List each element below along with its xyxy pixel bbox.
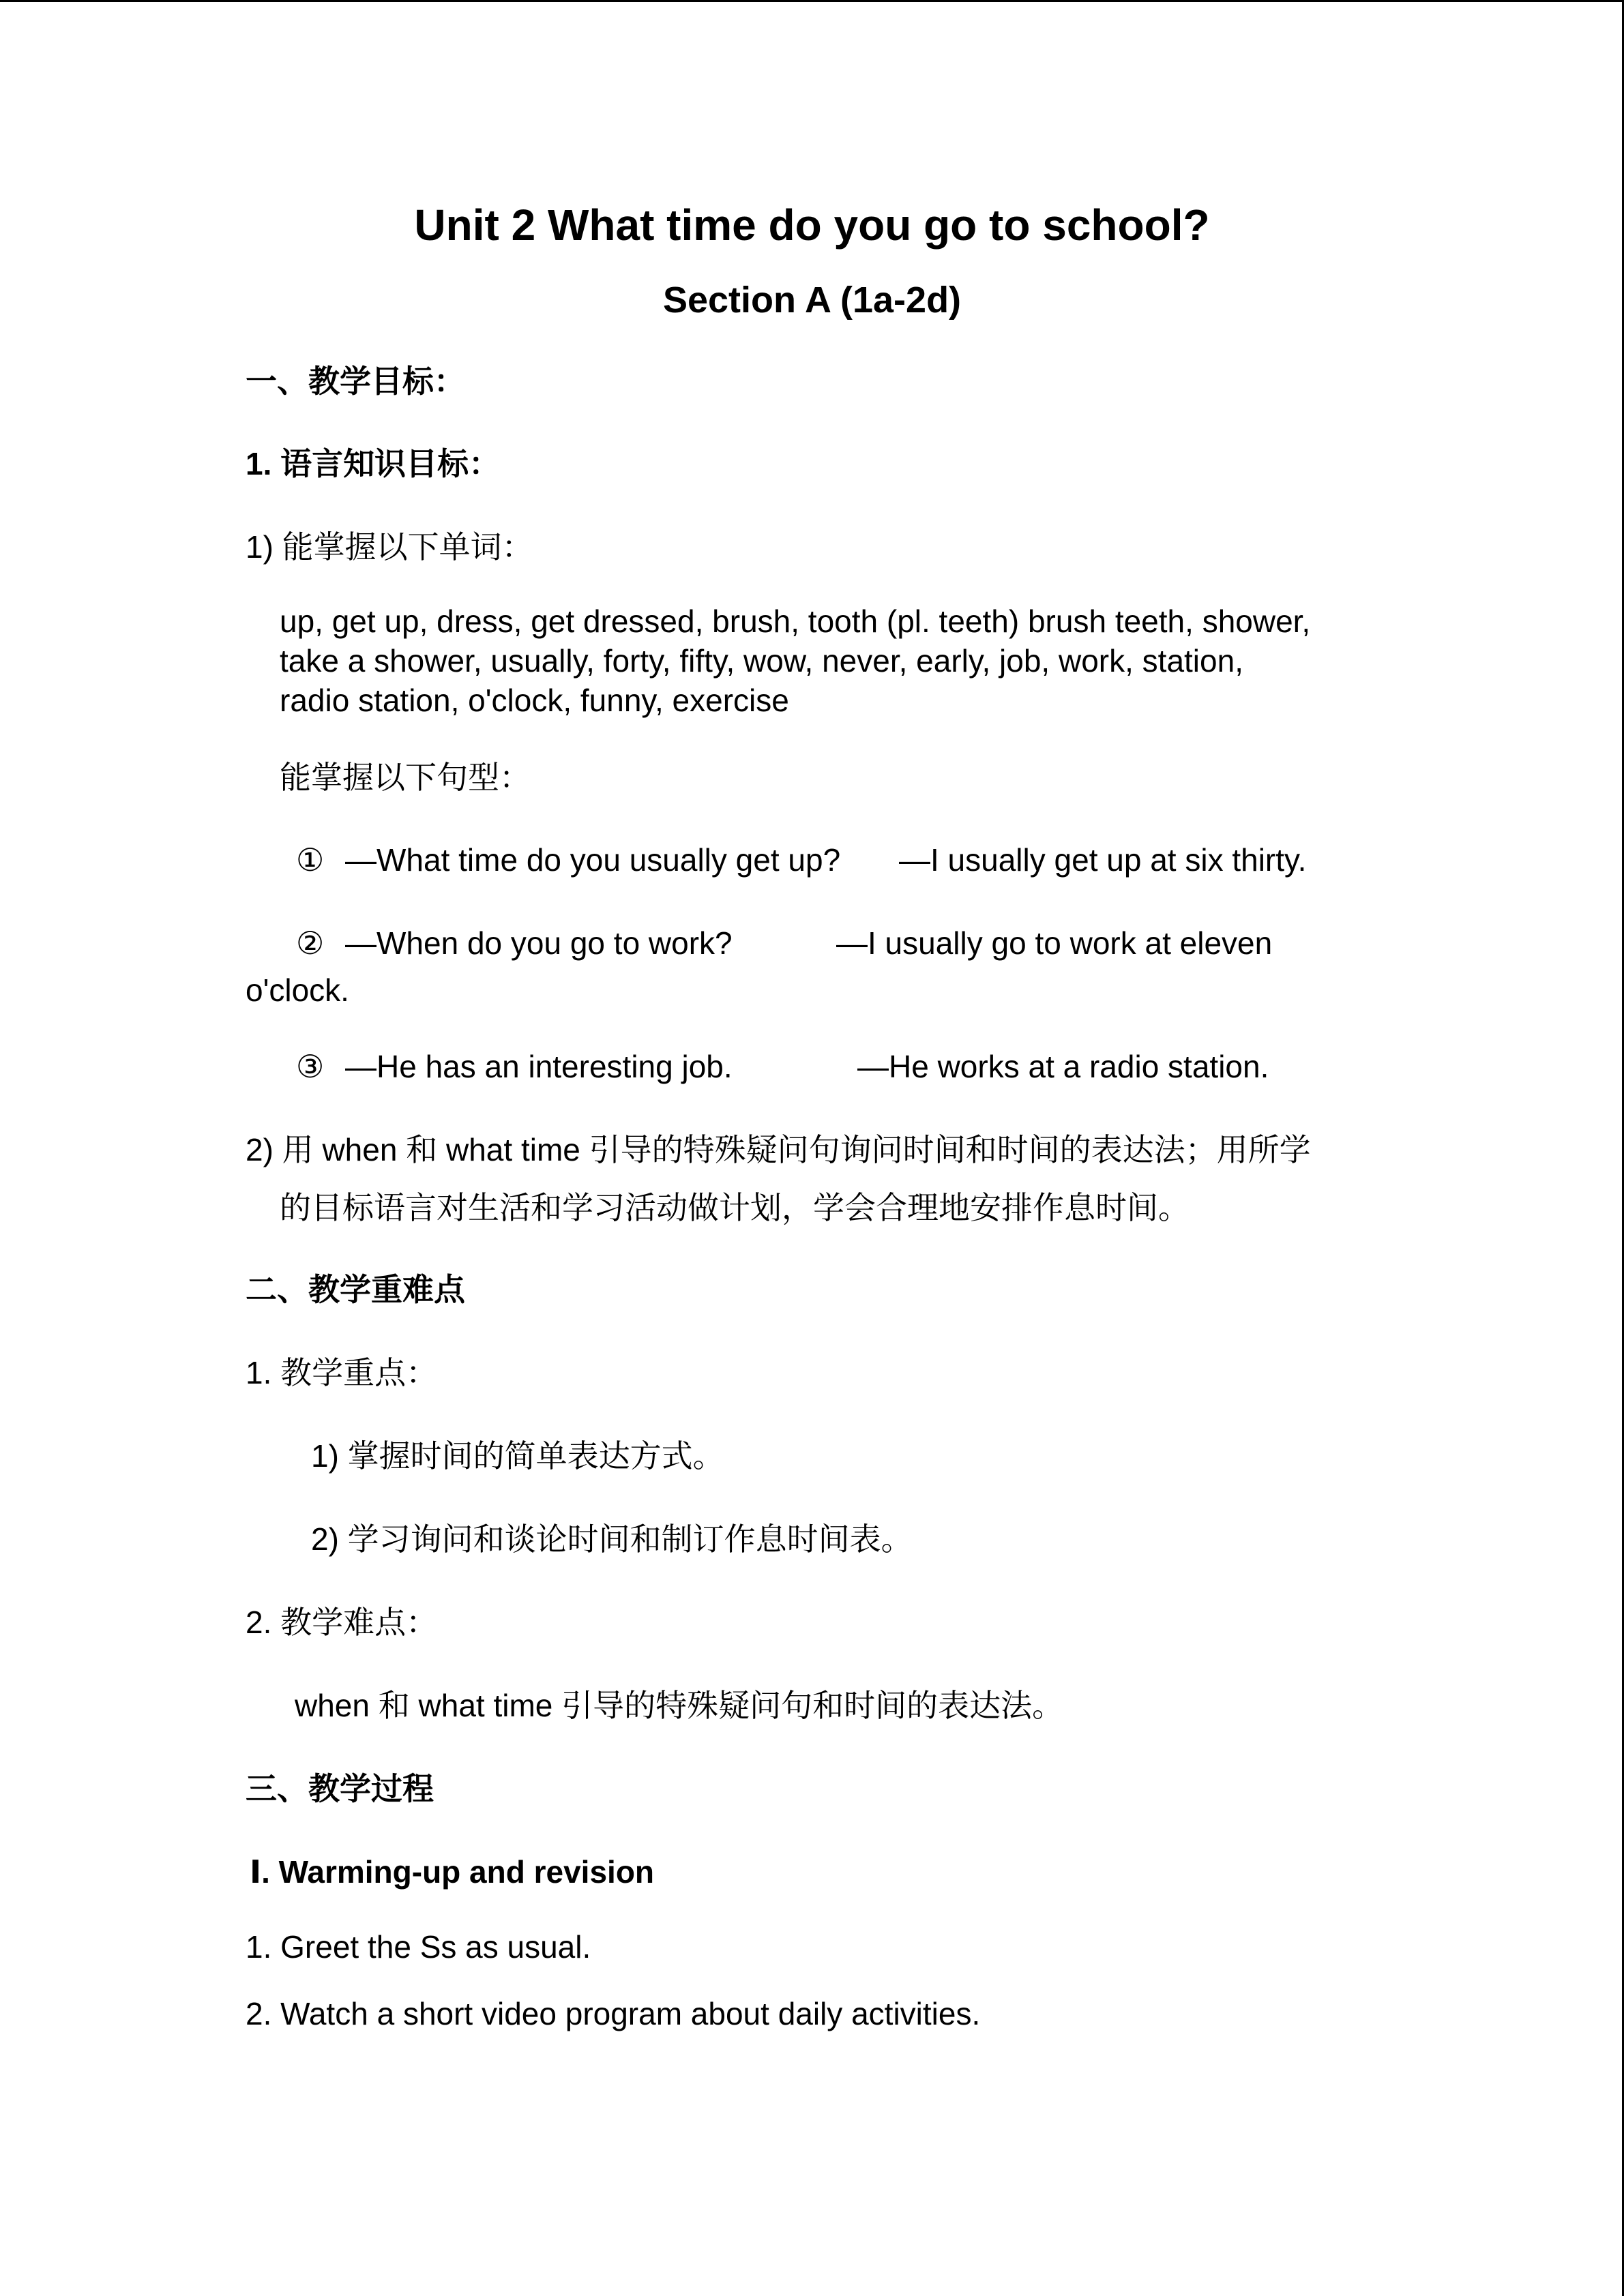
difficult-point-text: when 和 what time 引导的特殊疑问句和时间的表达法。 <box>295 1688 1064 1723</box>
pattern-answer: —He works at a radio station. <box>857 1049 1269 1084</box>
document-title: Unit 2 What time do you go to school? <box>414 200 1210 250</box>
pattern-answer: —I usually go to work at eleven <box>836 925 1273 961</box>
difficult-points-heading: 2. 教学难点： <box>246 1605 438 1640</box>
pattern-question: —What time do you usually get up? <box>345 842 841 878</box>
pattern-answer-continuation: o'clock. <box>246 972 349 1008</box>
pattern-question: —He has an interesting job. <box>345 1049 733 1084</box>
pattern-question: —When do you go to work? <box>345 925 733 961</box>
page-top-border <box>0 0 1624 2</box>
vocab-intro: 1) 能掌握以下单词： <box>246 529 533 565</box>
subheading-language-goals: 1. 语言知识目标： <box>246 446 501 481</box>
patterns-intro: 能掌握以下句型： <box>280 760 531 795</box>
pattern-answer: —I usually get up at six thirty. <box>899 842 1307 878</box>
vocab-line: up, get up, dress, get dressed, brush, tooth (pl. teeth) brush teeth, shower, <box>280 603 1311 639</box>
pattern-marker: ② <box>296 925 325 961</box>
document-subtitle: Section A (1a-2d) <box>662 280 962 320</box>
pattern-marker: ③ <box>296 1049 325 1084</box>
step-item: 2. Watch a short video program about daily activities. <box>246 1996 981 2031</box>
key-point-item: 2) 学习询问和谈论时间和制订作息时间表。 <box>311 1521 913 1557</box>
key-points-heading: 1. 教学重点： <box>246 1355 438 1390</box>
goal2-line: 的目标语言对生活和学习活动做计划，学会合理地安排作息时间。 <box>280 1190 1190 1225</box>
vocab-line: radio station, o'clock, funny, exercise <box>280 683 789 718</box>
vocab-line: take a shower, usually, forty, fifty, wow, never, early, job, work, station, <box>280 643 1243 679</box>
pattern-item <box>296 1047 733 1086</box>
step-item: 1. Greet the Ss as usual. <box>246 1929 591 1965</box>
pattern-item <box>296 840 840 880</box>
pattern-marker: ① <box>296 842 325 878</box>
section-heading-key-difficult: 二、教学重难点 <box>246 1272 465 1307</box>
key-point-item: 1) 掌握时间的简单表达方式。 <box>311 1438 724 1474</box>
section-heading-objectives: 一、教学目标： <box>246 363 465 399</box>
goal2-line: 2) 用 when 和 what time 引导的特殊疑问句询问时间和时间的表达法；用所学 <box>246 1132 1311 1167</box>
step-heading-warming-up: Ⅰ. Warming-up and revision <box>250 1854 655 1890</box>
pattern-item <box>296 923 733 963</box>
section-heading-process: 三、教学过程 <box>246 1771 434 1806</box>
